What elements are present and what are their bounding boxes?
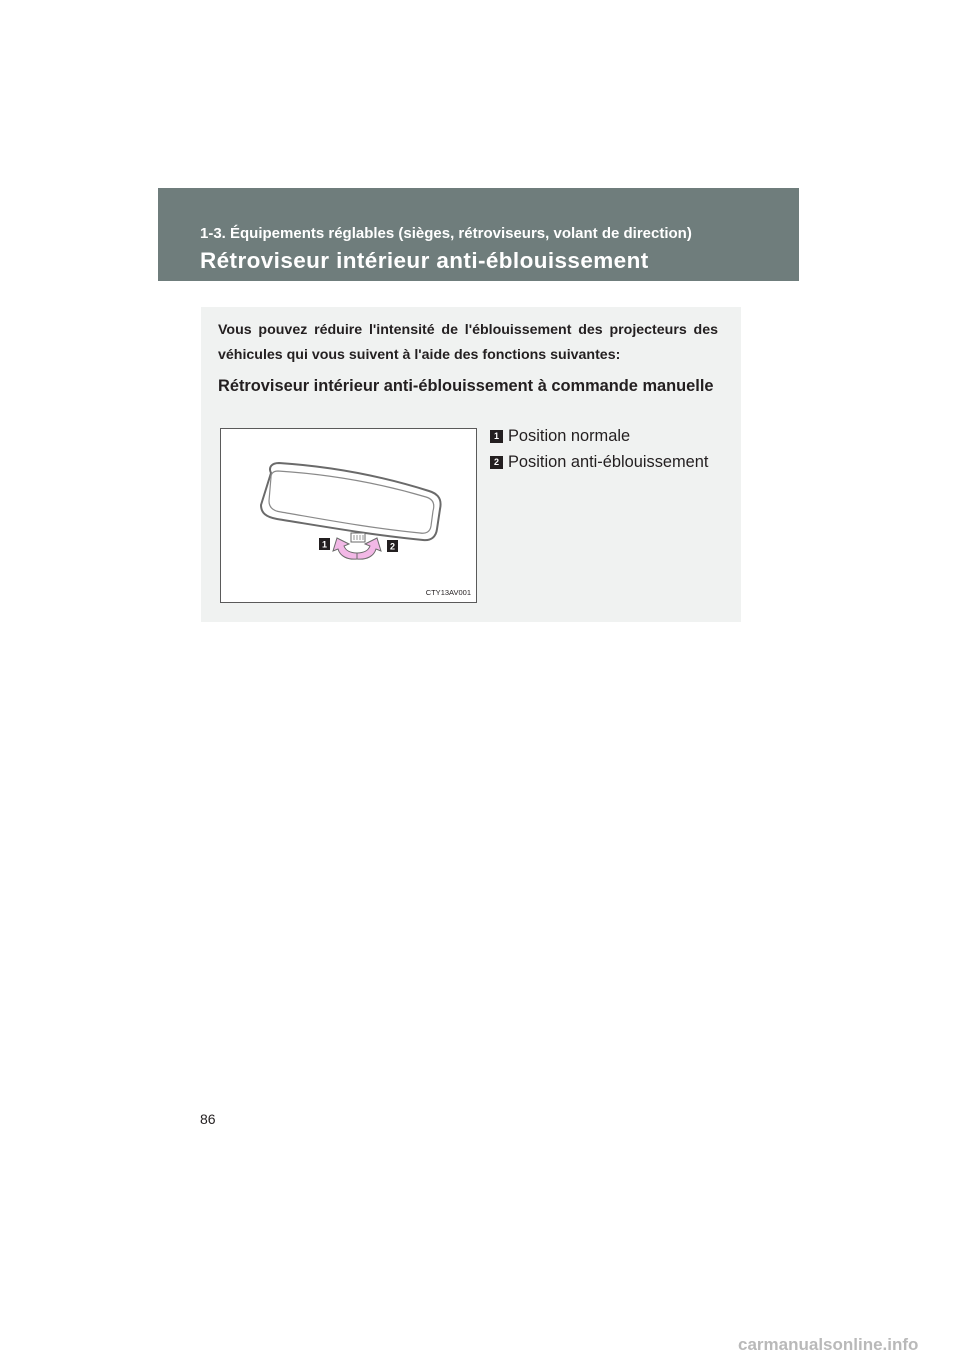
- section-header: [158, 188, 799, 281]
- content-panel: [201, 307, 741, 622]
- legend-item: [490, 449, 708, 475]
- subsection-heading: Rétroviseur intérieur anti-éblouissement à commande manuelle: [218, 377, 714, 395]
- page-number: 86: [200, 1111, 216, 1127]
- position-legend: [490, 423, 708, 475]
- section-label: 1-3. Équipements réglables (sièges, rétroviseurs, volant de direction): [200, 225, 692, 242]
- callout-1-text: 1: [321, 539, 328, 550]
- legend-label: Position normale: [508, 426, 631, 445]
- number-1-badge-icon: 1: [490, 430, 503, 443]
- intro-paragraph: Vous pouvez réduire l'intensité de l'éblouissement des projecteurs des véhicules qui vous suivent à l'aide des fonctions suivantes:: [218, 322, 718, 363]
- watermark: carmanualsonline.info: [738, 1335, 919, 1354]
- mirror-drawing: [221, 429, 478, 604]
- number-2-badge-icon: 2: [490, 456, 503, 469]
- legend-item: [490, 423, 708, 449]
- page-title: Rétroviseur intérieur anti-éblouissement: [200, 248, 649, 273]
- callout-2-text: 2: [389, 541, 396, 552]
- legend-label: Position anti-éblouissement: [508, 452, 709, 471]
- mirror-glass: [269, 471, 434, 533]
- rearview-mirror-illustration: [220, 428, 477, 603]
- figure-code: CTY13AV001: [425, 588, 471, 597]
